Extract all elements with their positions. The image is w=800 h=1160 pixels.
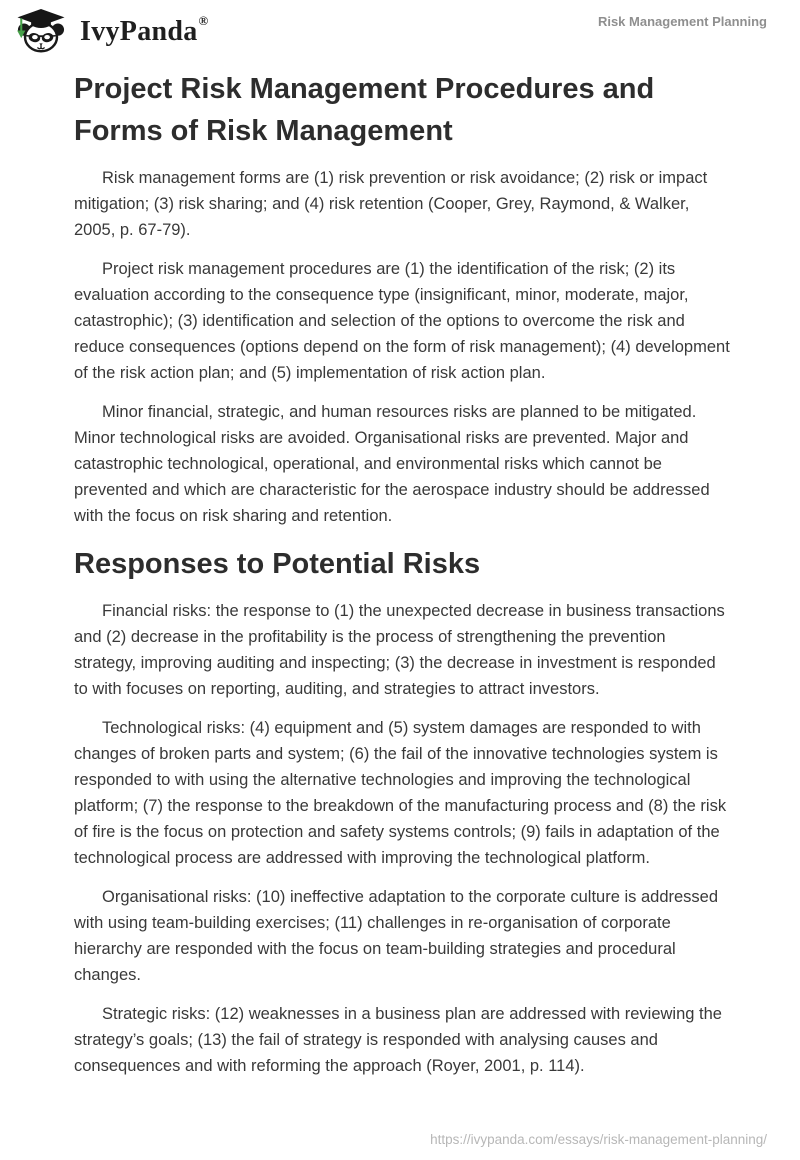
paragraph: Strategic risks: (12) weaknesses in a business plan are addressed with reviewing the strategy’s goals; (13) the fail of strategy is responded with analysing causes and consequences and with reforming the approach (Royer, 2001, p. 114). (74, 1005, 722, 1075)
paragraph: Technological risks: (4) equipment and (5) system damages are responded to with changes of broken parts and system; (6) the fail of the innovative technologies system is responded to with using the alternative technologies and improving the technological platform; (7) the response to the breakdown of the manufacturing process and (8) the risk of fire is the focus on protection and safety systems controls; (9) fails in adaptation of the technological process are addressed with improving the technological platform. (74, 719, 727, 867)
paragraph: Financial risks: the response to (1) the unexpected decrease in business transactions and (2) decrease in the profitability is the process of strengthening the prevention strategy, improving auditing and inspecting; (3) the decrease in investment is responded to with focuses on reporting, auditing, and strategies to attract investors. (74, 602, 725, 698)
brand-name: IvyPanda (80, 16, 198, 47)
source-url-link[interactable]: https://ivypanda.com/essays/risk-management-planning/ (430, 1132, 767, 1147)
article (74, 68, 730, 1092)
paragraph: Minor financial, strategic, and human resources risks are planned to be mitigated. Minor technological risks are avoided. Organisational risks are prevented. Major and catastrophic technological, operational, and environmental risks which cannot be prevented and which are characteristic for the aerospace industry should be addressed with the focus on risk sharing and retention. (74, 403, 710, 525)
panda-graduate-icon (14, 8, 68, 55)
document-title: Risk Management Planning (597, 14, 767, 29)
registered-mark: ® (198, 12, 209, 28)
paragraph: Risk management forms are (1) risk prevention or risk avoidance; (2) risk or impact mitigation; (3) risk sharing; and (4) risk retention (Cooper, Grey, Raymond, & Walker, 2005, p. 67-79). (74, 169, 708, 239)
paragraph: Project risk management procedures are (1) the identification of the risk; (2) its evaluation according to the consequence type (insignificant, minor, moderate, major, catastrophic); (3) identification and selection of the options to overcome the risk and reduce consequences (options depend on the form of risk management); (4) development of the risk action plan; and (5) implementation of risk action plan. (74, 260, 730, 382)
paragraph: Organisational risks: (10) ineffective adaptation to the corporate culture is addressed with using team-building exercises; (11) challenges in re-organisation of corporate hierarchy are responded with the focus on team-building strategies and procedural changes. (74, 888, 719, 984)
ivypanda-logo (14, 8, 208, 55)
section-heading-2: Responses to Potential Risks (74, 548, 481, 580)
section-heading-1: Project Risk Management Procedures and Forms of Risk Management (74, 73, 655, 147)
